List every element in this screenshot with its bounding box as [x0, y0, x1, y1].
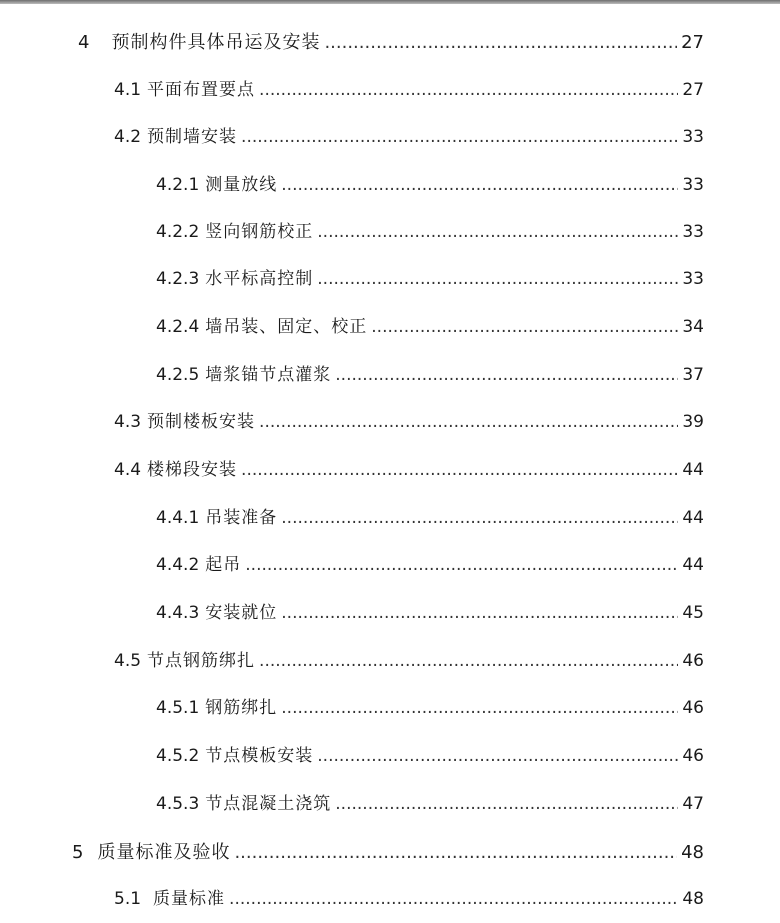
toc-entry-page: 34 [682, 317, 704, 337]
toc-entry[interactable] [156, 598, 704, 628]
toc-entry[interactable] [114, 122, 704, 152]
toc-entry-title: 节点混凝土浇筑 [205, 794, 332, 814]
toc-entry[interactable] [114, 75, 704, 105]
toc-entry-title: 平面布置要点 [147, 80, 256, 100]
toc-entry-page: 48 [681, 842, 704, 863]
toc-entry-page: 37 [682, 365, 704, 385]
toc-entry-number: 4.4.1 [156, 508, 200, 528]
toc-dot-leader [241, 455, 678, 485]
toc-entry-title: 墙浆锚节点灌浆 [205, 365, 332, 385]
toc-entry-number: 4 [78, 32, 90, 53]
toc-entry-number: 4.3 [114, 412, 142, 432]
toc-entry-title: 预制楼板安装 [147, 412, 256, 432]
toc-entry[interactable] [156, 693, 704, 723]
toc-dot-leader [281, 170, 678, 200]
toc-entry-number: 4.4 [114, 460, 142, 480]
toc-entry-number: 5.1 [114, 889, 142, 909]
toc-dot-leader [281, 598, 678, 628]
toc-entry-number: 4.4.2 [156, 555, 200, 575]
toc-entry-title: 吊装准备 [205, 508, 278, 528]
toc-entry-title: 质量标准 [153, 889, 226, 909]
toc-entry-page: 33 [682, 222, 704, 242]
toc-entry-title: 节点模板安装 [205, 746, 314, 766]
toc-entry-title: 墙吊装、固定、校正 [205, 317, 368, 337]
toc-entry-page: 45 [682, 603, 704, 623]
toc-dot-leader [371, 312, 678, 342]
toc-entry-title: 钢筋绑扎 [205, 698, 278, 718]
toc-entry-page: 27 [682, 80, 704, 100]
toc-dot-leader [234, 838, 677, 868]
toc-dot-leader [259, 75, 678, 105]
toc-entry-page: 44 [682, 555, 704, 575]
toc-entry-number: 4.5 [114, 651, 142, 671]
toc-entry[interactable] [156, 312, 704, 342]
toc-entry-number: 4.4.3 [156, 603, 200, 623]
toc-entry[interactable] [156, 264, 704, 294]
toc-entry[interactable] [114, 407, 704, 437]
toc-dot-leader [241, 122, 678, 152]
toc-dot-leader [229, 884, 678, 914]
toc-entry[interactable] [114, 884, 704, 914]
toc-dot-leader [335, 360, 678, 390]
toc-entry-page: 46 [682, 651, 704, 671]
toc-entry-page: 27 [681, 32, 704, 53]
toc-entry-number: 4.2 [114, 127, 142, 147]
toc-entry-title: 预制构件具体吊运及安装 [111, 32, 321, 53]
toc-entry-title: 节点钢筋绑扎 [147, 651, 256, 671]
toc-entry-title: 质量标准及验收 [97, 842, 231, 863]
toc-entry-number: 4.2.5 [156, 365, 200, 385]
toc-entry-number: 4.5.3 [156, 794, 200, 814]
toc-entry[interactable] [156, 741, 704, 771]
toc-entry-number: 4.2.2 [156, 222, 200, 242]
toc-dot-leader [259, 646, 678, 676]
toc-entry-page: 33 [682, 269, 704, 289]
toc-entry-number: 4.2.4 [156, 317, 200, 337]
toc-entry[interactable] [156, 503, 704, 533]
toc-entry-title: 竖向钢筋校正 [205, 222, 314, 242]
toc-entry[interactable] [156, 217, 704, 247]
toc-entry-page: 33 [682, 175, 704, 195]
toc-entry-number: 4.5.2 [156, 746, 200, 766]
toc-entry-title: 安装就位 [205, 603, 278, 623]
toc-entry-page: 44 [682, 508, 704, 528]
toc-dot-leader [317, 264, 678, 294]
toc-entry-title: 楼梯段安装 [147, 460, 238, 480]
toc-entry-title: 起吊 [205, 555, 242, 575]
toc-entry-page: 44 [682, 460, 704, 480]
toc-dot-leader [317, 741, 678, 771]
toc-entry[interactable] [114, 455, 704, 485]
toc-dot-leader [317, 217, 678, 247]
toc-entry-number: 4.5.1 [156, 698, 200, 718]
toc-entry-page: 47 [682, 794, 704, 814]
toc-dot-leader [281, 693, 678, 723]
toc-entry-number: 4.2.1 [156, 175, 200, 195]
toc-entry-page: 33 [682, 127, 704, 147]
toc-dot-leader [281, 503, 678, 533]
toc-dot-leader [324, 28, 677, 58]
toc-entry[interactable] [156, 550, 704, 580]
toc-entry-title: 测量放线 [205, 175, 278, 195]
toc-entry-title: 预制墙安装 [147, 127, 238, 147]
toc-entry-page: 46 [682, 698, 704, 718]
toc-entry-page: 46 [682, 746, 704, 766]
toc-dot-leader [259, 407, 678, 437]
toc-entry[interactable] [114, 646, 704, 676]
toc-entry[interactable] [156, 360, 704, 390]
toc-entry[interactable] [156, 789, 704, 819]
toc-dot-leader [335, 789, 678, 819]
toc-entry-number: 4.1 [114, 80, 142, 100]
toc-entry-page: 39 [682, 412, 704, 432]
toc-entry[interactable] [72, 838, 704, 868]
toc-dot-leader [245, 550, 678, 580]
toc-entry-title: 水平标高控制 [205, 269, 314, 289]
toc-entry[interactable] [78, 28, 704, 58]
toc-entry-number: 4.2.3 [156, 269, 200, 289]
toc-entry-number: 5 [72, 842, 84, 863]
toc-entry[interactable] [156, 170, 704, 200]
toc-entry-page: 48 [682, 889, 704, 909]
